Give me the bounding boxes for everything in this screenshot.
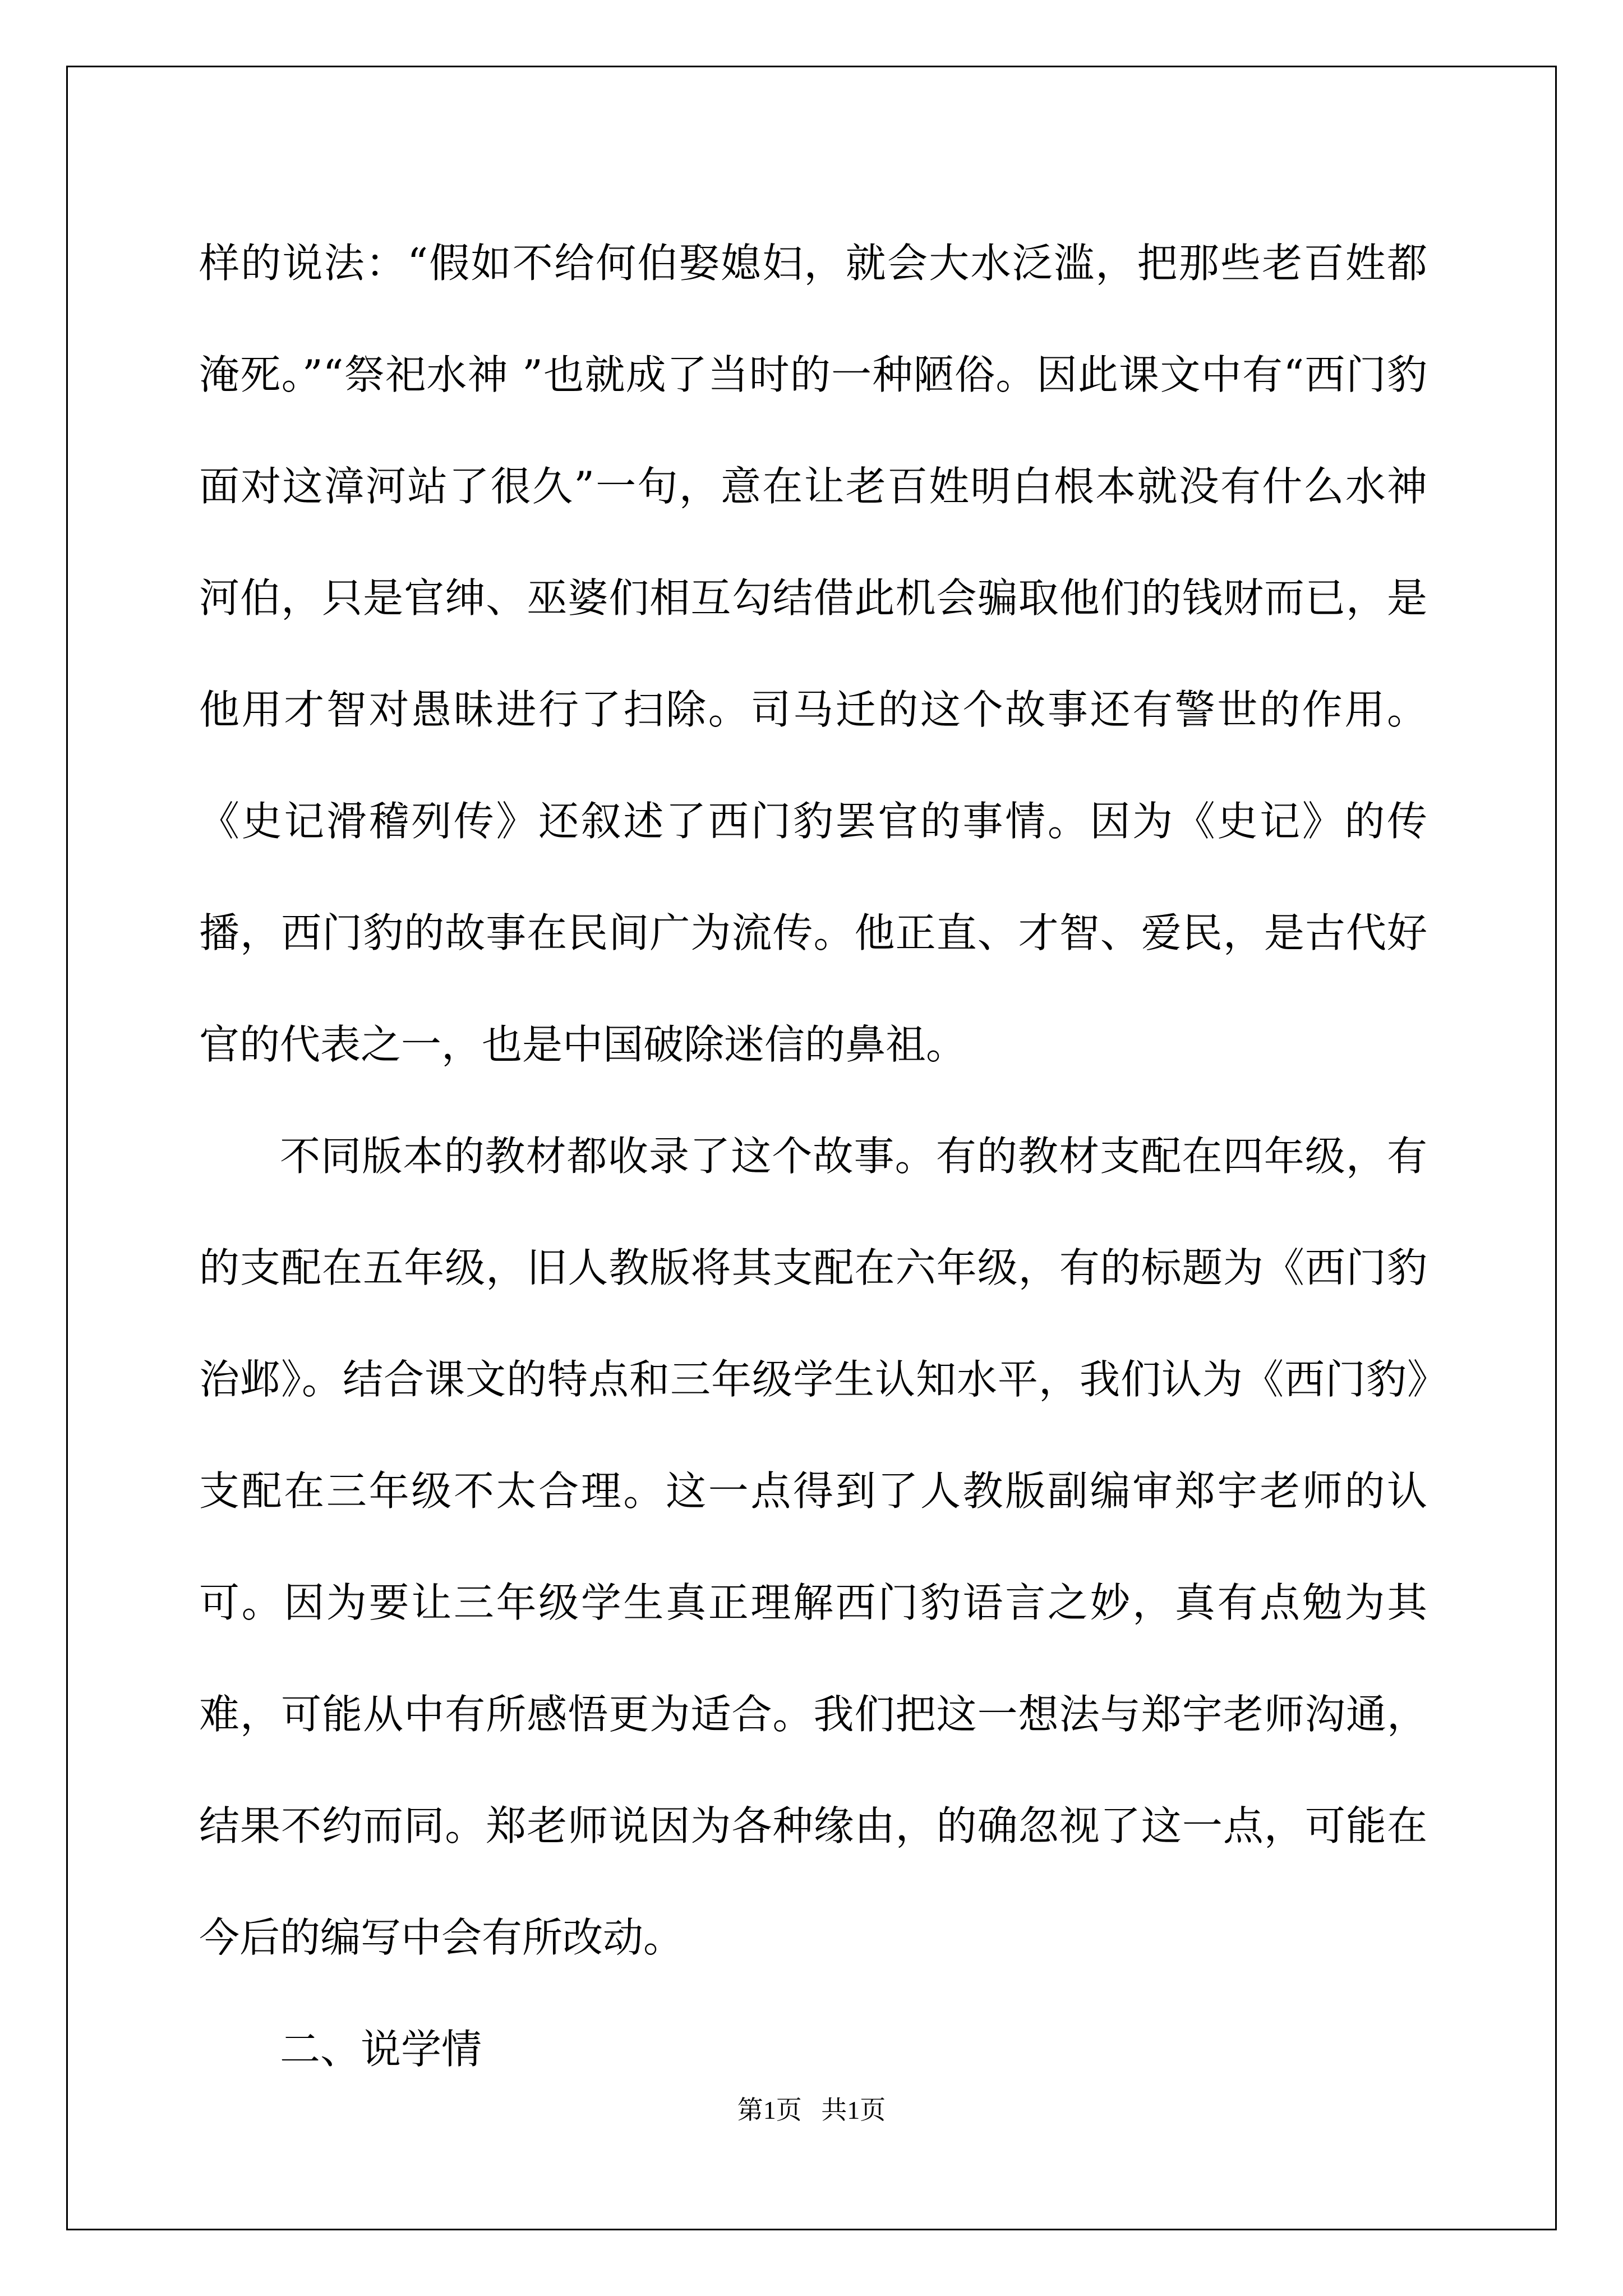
page-number: 第1页 xyxy=(737,2096,802,2124)
page-total: 共1页 xyxy=(821,2096,886,2124)
paragraph-2: 不同版本的教材都收录了这个故事。有的教材支配在四年级，有的支配在五年级，旧人教版将其支配在六年级，有的标题为《西门豹治邺》。结合课文的特点和三年级学生认知水平，我们认为《西门豹》支配在三年级不太合理。这一点得到了人教版副编审郑宇老师的认可。因为要让三年级学生真正理解西门豹语言之妙，真有点勉为其难，可能从中有所感悟更为适合。我们把这一想法与郑宇老师沟通，结果不约而同。郑老师说因为各种缘由，的确忽视了这一点，可能在今后的编写中会有所改动。 xyxy=(199,1133,1427,1961)
page-footer xyxy=(0,2093,1623,2127)
section-heading: 二、说学情 xyxy=(280,2026,482,2073)
paragraph-1: 样的说法：“假如不给何伯娶媳妇，就会大水泛滥，把那些老百姓都淹死。”“祭祀水神 ”也就成了当时的一种陋俗。因此课文中有“西门豹面对这漳河站了很久”一句，意在让老百姓明白根本就没有什么水神河伯，只是官绅、巫婆们相互勾结借此机会骗取他们的钱财而已，是他用才智对愚昧进行了扫除。司马迁的这个故事还有警世的作用。《史记滑稽列传》还叙述了西门豹罢官的事情。因为《史记》的传播，西门豹的故事在民间广为流传。他正直、才智、爱民，是古代好官的代表之一，也是中国破除迷信的鼻祖。 xyxy=(199,240,1427,1068)
document-body xyxy=(199,208,1427,2105)
